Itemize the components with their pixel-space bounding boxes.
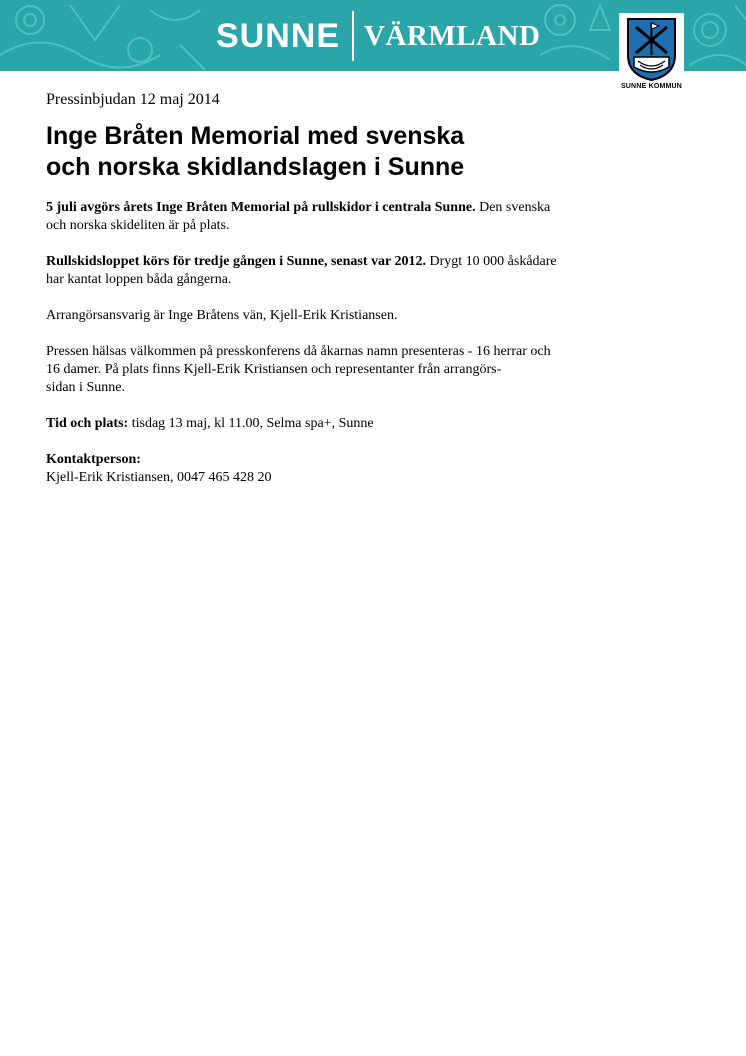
press-line3: sidan i Sunne. (46, 380, 125, 395)
municipality-crest (619, 13, 684, 95)
paragraph-contact (46, 451, 606, 487)
brand-divider (352, 11, 354, 61)
brand-logo (216, 10, 540, 62)
intro-lead: 5 juli avgörs årets Inge Bråten Memorial på rullskidor i centrala Sunne. (46, 200, 476, 215)
contact-value: Kjell-Erik Kristiansen, 0047 465 428 20 (46, 470, 272, 485)
press-body (46, 199, 606, 505)
page-title (46, 121, 606, 183)
paragraph-organizer (46, 307, 606, 325)
coat-of-arms-icon (626, 17, 677, 81)
crest-caption: SUNNE KOMMUN (620, 83, 683, 90)
contact-label: Kontaktperson: (46, 452, 141, 467)
title-line: Inge Bråten Memorial med svenska (46, 122, 465, 150)
intro-rest: Den svenska (475, 200, 551, 215)
paragraph-intro (46, 199, 606, 235)
press-line2: 16 damer. På plats finns Kjell-Erik Kristiansen och representanter från arrangörs- (46, 362, 502, 377)
race-line2: har kantat loppen båda gångerna. (46, 272, 232, 287)
paragraph-press-conference (46, 343, 606, 397)
brand-varmland: VÄRMLAND (364, 19, 541, 52)
title-line: och norska skidlandslagen i Sunne (46, 153, 465, 181)
dateline: Pressinbjudan 12 maj 2014 (46, 91, 220, 108)
paragraph-race-history (46, 253, 606, 289)
brand-sunne: SUNNE (216, 16, 341, 55)
organizer-text: Arrangörsansvarig är Inge Bråtens vän, Kjell-Erik Kristiansen. (46, 308, 398, 323)
press-line1: Pressen hälsas välkommen på presskonferens då åkarnas namn presenteras - 16 herrar och (46, 344, 551, 359)
time-place-value: tisdag 13 maj, kl 11.00, Selma spa+, Sunne (128, 416, 374, 431)
paragraph-time-place (46, 415, 606, 433)
race-lead: Rullskidsloppet körs för tredje gången i Sunne, senast var 2012. (46, 254, 426, 269)
time-place-label: Tid och plats: (46, 416, 129, 431)
race-rest: Drygt 10 000 åskådare (426, 254, 557, 269)
intro-line2: och norska skideliten är på plats. (46, 218, 230, 233)
